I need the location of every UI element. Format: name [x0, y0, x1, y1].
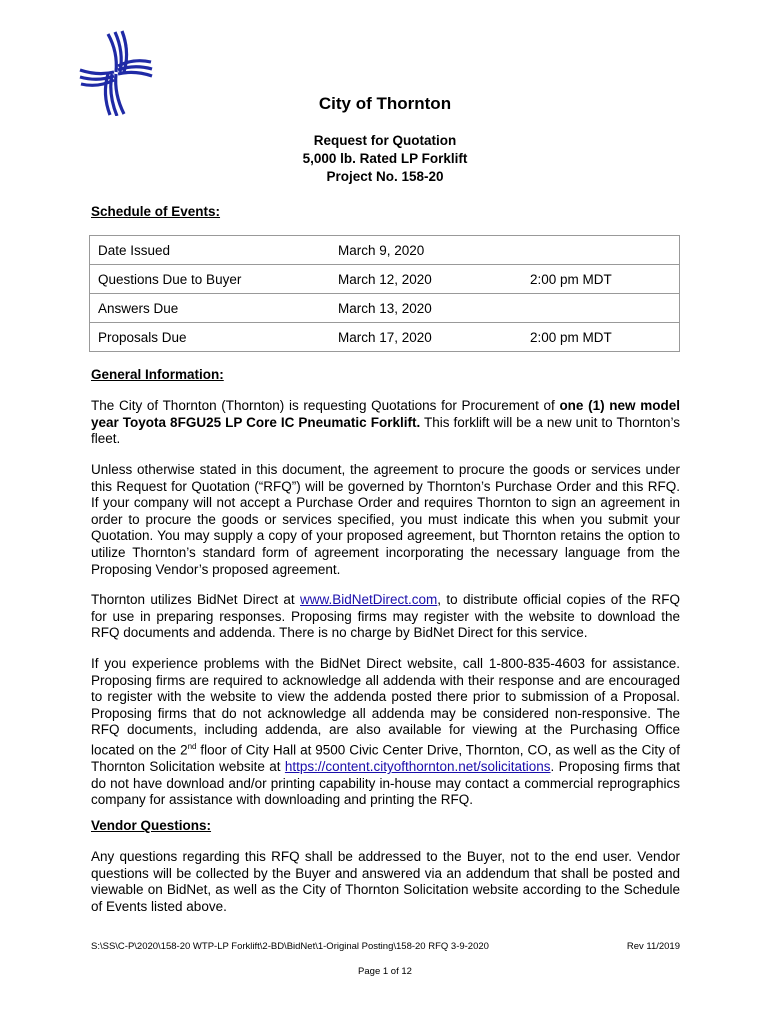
general-paragraph-2: Unless otherwise stated in this document, the agreement to procure the goods or services under this Request for Quotation (“RFQ”) will be governed by Thornton’s Purchase Order and this RFQ. If your company will not accept a Purchase Order and requires Thornton to sign an agreement in order to procure the goods or services specified, you must indicate this when you submit your Quotation. You may supply a copy of your proposed agreement, but Thornton retains the option to utilize Thornton’s standard form of agreement incorporating the necessary language from the Proposing Vendor’s proposed agreement. — [91, 462, 680, 577]
footer-path: S:\SS\C-P\2020\158-20 WTP-LP Forklift\2-BD\BidNet\1-Original Posting\158-20 RFQ 3-9-2020 — [91, 941, 489, 952]
event-cell: Answers Due — [90, 294, 331, 323]
general-paragraph-1 — [91, 398, 680, 448]
p4-superscript: nd — [187, 741, 197, 751]
date-cell: March 9, 2020 — [330, 236, 522, 265]
date-cell: March 12, 2020 — [330, 265, 522, 294]
rfq-item: 5,000 lb. Rated LP Forklift — [302, 151, 468, 166]
time-cell: 2:00 pm MDT — [522, 323, 680, 352]
table-row — [90, 323, 680, 352]
project-number: Project No. 158-20 — [326, 169, 444, 184]
footer-revision: Rev 11/2019 — [626, 941, 680, 952]
event-cell: Questions Due to Buyer — [90, 265, 331, 294]
p4-mid-text: floor of City Hall at 9500 Civic Center Drive, Thornton, CO, as well as the City of Thornton Solicitation website at — [91, 742, 681, 775]
bidnet-link[interactable]: www.BidNetDirect.com — [300, 592, 438, 607]
p3-text: Thornton utilizes BidNet Direct at — [91, 592, 301, 607]
vendor-questions-heading: Vendor Questions: — [91, 818, 212, 833]
solicitations-link[interactable]: https://content.cityofthornton.net/solicitations — [284, 759, 551, 775]
p1-end-text: This forklift will be a new unit to Thornton’s fleet. — [91, 414, 680, 447]
schedule-table — [89, 235, 680, 352]
p4-text: If you experience problems with the BidNet Direct website, call 1-800-835-4603 for assistance. Proposing firms are required to acknowledge all addenda with their response and are encouraged to register with the website to view the addenda posted there prior to submission of a Proposal. Proposing firms that do not acknowledge all addenda may be considered non-responsive. The RFQ documents, including addenda, are also available for viewing at the Purchasing Office located on the 2 — [91, 656, 680, 758]
table-row — [90, 236, 680, 265]
table-row — [90, 294, 680, 323]
event-cell: Proposals Due — [90, 323, 331, 352]
table-row — [90, 265, 680, 294]
time-cell — [522, 236, 680, 265]
general-info-heading: General Information: — [91, 367, 224, 382]
time-cell: 2:00 pm MDT — [522, 265, 680, 294]
date-cell: March 13, 2020 — [330, 294, 522, 323]
general-paragraph-4 — [91, 656, 680, 809]
p3-end-text: , to distribute official copies of the RFQ for use in preparing responses. Proposing firms may register with the website to download the RFQ documents and addenda. There is no charge by BidNet Direct for this service. — [91, 592, 680, 641]
page-number: Page 1 of 12 — [358, 966, 412, 977]
rfq-label: Request for Quotation — [313, 133, 457, 148]
p1-bold-text: one (1) new model year Toyota 8FGU25 LP Core IC Pneumatic Forklift. — [91, 398, 680, 430]
page-title: City of Thornton — [318, 94, 452, 113]
time-cell — [522, 294, 680, 323]
p1-text: The City of Thornton (Thornton) is requesting Quotations for Procurement of — [91, 398, 560, 413]
vendor-paragraph: Any questions regarding this RFQ shall be addressed to the Buyer, not to the end user. Vendor questions will be collected by the Buyer and answered via an addendum that shall be posted and viewable on BidNet, as well as the City of Thornton Solicitation website according to the Schedule of Events listed above. — [91, 849, 680, 914]
date-cell: March 17, 2020 — [330, 323, 522, 352]
general-paragraph-3 — [91, 592, 680, 642]
event-cell: Date Issued — [90, 236, 331, 265]
p4-end-text: . Proposing firms that do not have download and/or printing capability in-house may contact a commercial reprographics company for assistance with downloading and printing the RFQ. — [91, 759, 680, 808]
schedule-heading: Schedule of Events: — [91, 204, 221, 219]
